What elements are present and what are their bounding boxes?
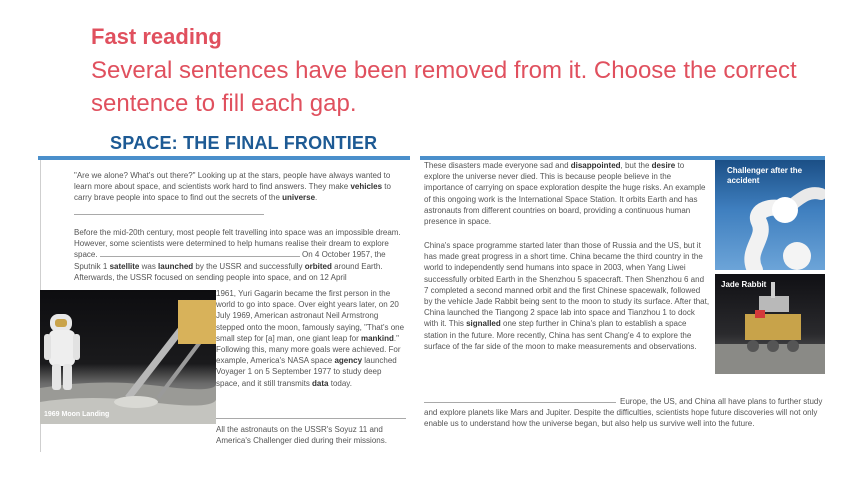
article-paragraph-2 [74, 227, 406, 283]
article-paragraph-6 [424, 240, 710, 352]
vocabulary-word: agency [334, 356, 363, 366]
text-run: 1961, Yuri Gagarin became the first person in the world to go into space. Over eight years later, on 20 July 1969, American astronaut Neil Armstrong stepped onto the moon, famously saying, "That's one small step for [a] man, one giant leap for [216, 289, 405, 343]
vocabulary-word: launched [158, 261, 194, 271]
vocabulary-word: disappointed [570, 161, 621, 170]
text-run: to explore the universe never died. This is because people believe in the importance of carrying on space exploration despite the huge risks. An example of this ongoing work is the International Space Station. It orbits Earth and has astronauts from different countries on board, providing a continuous human presence in space. [424, 161, 706, 227]
text-run: one step further in China's plan to establish a space station in the future. More recently, China has sent Chang'e 4 to explore the surface of the far side of the moon to make measurements and observations. [424, 319, 697, 351]
article-paragraph-5 [424, 160, 710, 227]
article-title: SPACE: THE FINAL FRONTIER [110, 133, 378, 153]
vocabulary-word: desire [651, 161, 676, 170]
text-run: On 4 October 1957, the Sputnik 1 [74, 250, 386, 271]
jade-rabbit-caption: Jade Rabbit [721, 280, 767, 289]
article-paragraph-1 [74, 170, 406, 204]
text-run: , but the [620, 161, 652, 170]
text-run: "Are we alone? What's out there?" Looking up at the stars, people have always wanted to learn more about space, and scientists work hard to find answers. They make [74, 171, 391, 192]
vocabulary-word: universe [282, 193, 316, 203]
article-paragraph-3 [216, 288, 406, 389]
vocabulary-word: satellite [109, 261, 140, 271]
section-heading: Fast reading [91, 24, 222, 49]
text-run: All the astronauts on the USSR's Soyuz 11 and America's Challenger died during their missions. [216, 425, 387, 446]
text-run: around Earth. Afterwards, the USSR focused on sending people into space, and on 12 April [74, 261, 383, 282]
vocabulary-word: mankind [360, 333, 394, 343]
article-paragraph-7 [424, 396, 824, 430]
text-run: to carry brave people into space to find out the secrets of the [74, 182, 391, 203]
moon-landing-photo [40, 290, 216, 424]
text-run: ." Following this, many more goals were achieved. For example, America's NASA space [216, 333, 401, 366]
text-run: . [315, 193, 318, 203]
challenger-photo [715, 160, 825, 270]
text-run: launched Voyager 1 on 5 September 1977 to study deep space, and it still transmits [216, 356, 397, 388]
vocabulary-word: vehicles [350, 182, 383, 192]
article-paragraph-4 [216, 424, 406, 446]
text-run: Europe, the US, and China all have plans to further study and explore planets like Mars and Jupiter. Despite the difficulties, scientists hope future discoveries will not only enable us to understand how the universe began, but also help us survive well into the future. [424, 397, 823, 429]
moon-landing-illustration [40, 290, 216, 424]
answer-gap-1 [74, 214, 264, 215]
challenger-caption: Challenger after the accident [727, 166, 803, 185]
moon-landing-caption: 1969 Moon Landing [44, 411, 110, 418]
text-run: by the USSR and successfully [193, 261, 305, 271]
jade-rabbit-photo [715, 274, 825, 374]
vocabulary-word: data [312, 378, 329, 388]
text-run: These disasters made everyone sad and [424, 161, 571, 170]
text-run: China's space programme started later than those of Russia and the US, but it has made great progress in a short time. China became the third country in the world to independently send humans into space in 2003, when Yang Liwei successfully orbited Earth in the Shenzhou 5 spacecraft. Then Shenzhou 6 and 7 completed a second manned orbit and the first Chinese spacewalk, followed by the vehicle Jade Rabbit being sent to the moon to study its surface. After that, China launched the Tiangong 2 space lab into space and Tianzhou 1 to dock with it. This [424, 241, 710, 329]
vocabulary-word: signalled [466, 319, 501, 329]
text-run: was [139, 261, 159, 271]
text-run: Before the mid-20th century, most people felt travelling into space was an impossible dream. However, some scientists were determined to help humans realise their dream to explore space. [74, 228, 401, 260]
task-instruction: Several sentences have been removed from it. Choose the correct sentence to fill each gap. [91, 57, 797, 117]
answer-gap-2 [216, 418, 406, 419]
inline-answer-gap [100, 249, 300, 257]
vocabulary-word: orbited [304, 261, 332, 271]
text-run: today. [328, 378, 352, 388]
